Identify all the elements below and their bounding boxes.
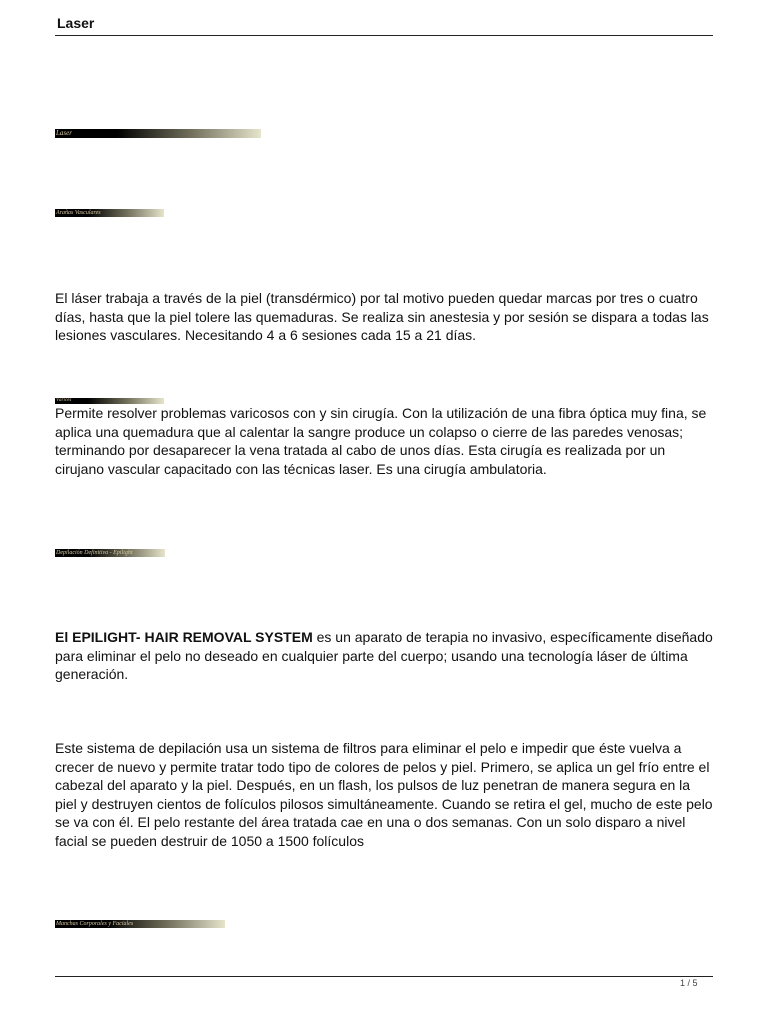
banner-depilacion <box>55 549 165 557</box>
paragraph-laser-transdermico: El láser trabaja a través de la piel (transdérmico) por tal motivo pueden quedar marcas por tres o cuatro días, hasta que la piel tolere las quemaduras. Se realiza sin anestesia y por sesión se dispara a todas las lesiones vasculares. Necesitando 4 a 6 sesiones cada 15 a 21 días. <box>55 290 709 343</box>
paragraph-sistema-depilacion: Este sistema de depilación usa un sistema de filtros para eliminar el pelo e impedir que éste vuelva a crecer de nuevo y permite tratar todo tipo de colores de pelos y piel. Primero, se aplica un gel frío entre el cabezal del aparato y la piel. Después, en un flash, los pulsos de luz penetran de manera segura en la piel y destruyen cientos de folículos pilosos simultáneamente. Cuando se retira el gel, mucho de este pelo se va con él. El pelo restante del área tratada cae en una o dos semanas. Con un solo disparo a nivel facial se pueden destruir de 1050 a 1500 folículos <box>55 740 713 849</box>
banner-laser <box>55 129 261 138</box>
epilight-description: es un aparato de terapia no invasivo, específicamente diseñado para eliminar el pelo no deseado en cualquier parte del cuerpo; usando una tecnología láser de última generación. <box>55 629 713 682</box>
banner-manchas <box>55 920 225 928</box>
header-divider <box>55 35 713 36</box>
banner-aranas-vasculares <box>55 209 164 217</box>
paragraph-epilight <box>55 628 715 684</box>
banner-varices-label: Várices <box>56 398 72 403</box>
epilight-system-name: El EPILIGHT- HAIR REMOVAL SYSTEM <box>55 629 313 645</box>
page-title: Laser <box>57 15 95 31</box>
banner-aranas-vasculares-label: Arañas Vasculares <box>56 210 101 216</box>
banner-manchas-label: Manchas Corporales y Faciales <box>56 921 134 927</box>
banner-depilacion-label: Depilación Definitiva - Epilight <box>56 550 133 556</box>
page-number: 1 / 5 <box>680 978 698 988</box>
banner-laser-label: Laser <box>56 129 72 137</box>
footer-divider <box>55 976 713 977</box>
paragraph-varices: Permite resolver problemas varicosos con y sin cirugía. Con la utilización de una fibra óptica muy fina, se aplica una quemadura que al calentar la sangre produce un colapso o cierre de las paredes venosas; terminando por desaparecer la vena tratada al cabo de unos días. Esta cirugía es realizada por un cirujano vascular capacitado con las técnicas laser. Es una cirugía ambulatoria. <box>55 405 707 477</box>
